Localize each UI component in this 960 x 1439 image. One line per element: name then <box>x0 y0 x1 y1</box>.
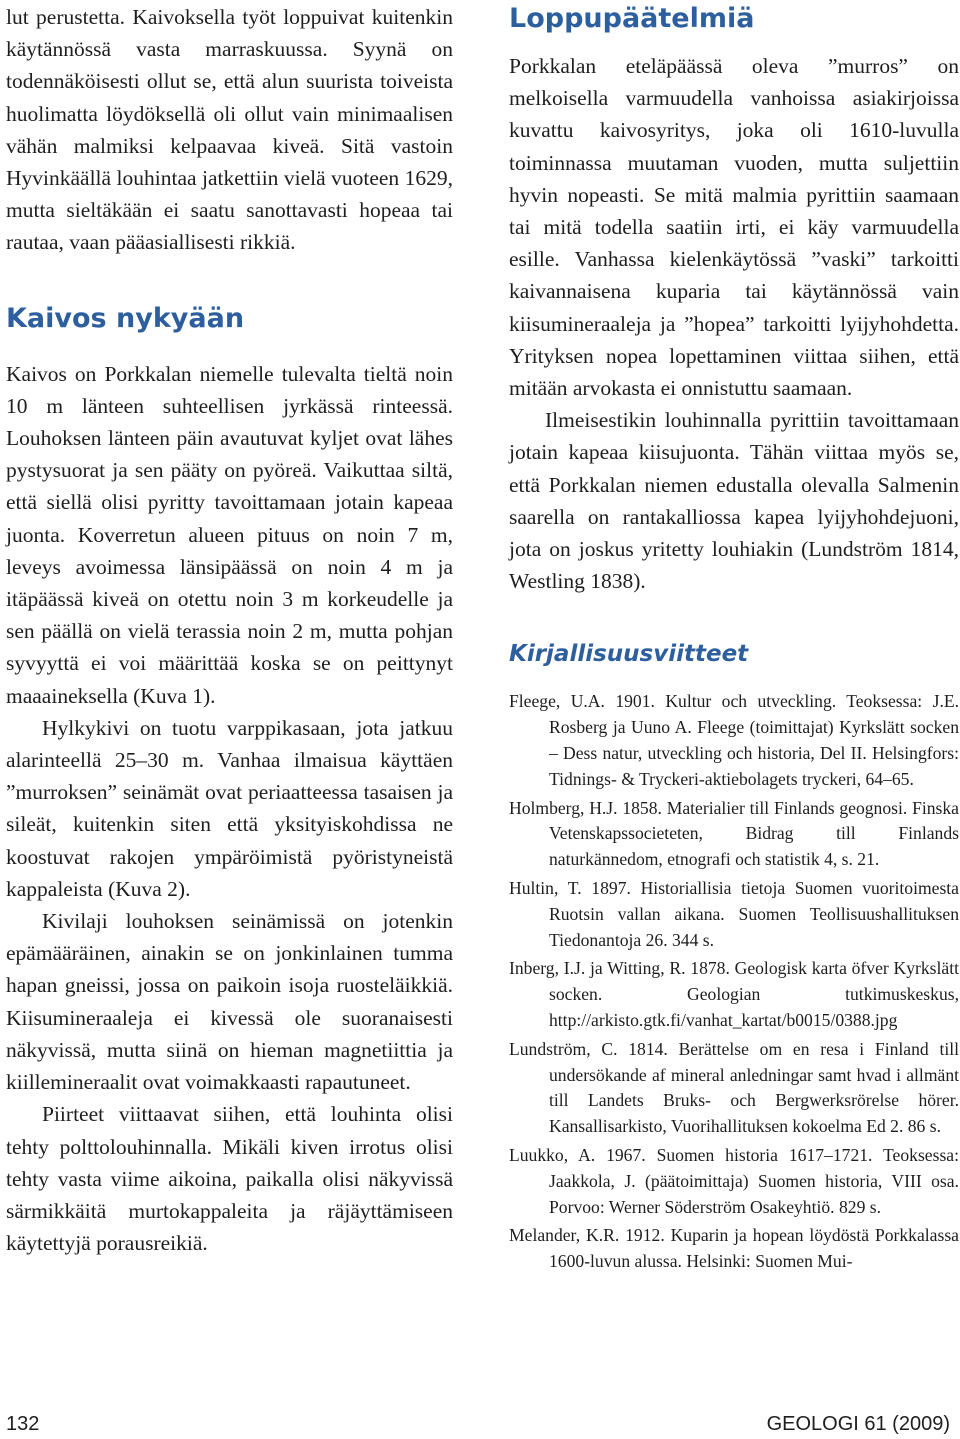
references-heading: Kirjallisuusviitteet <box>509 641 749 668</box>
conclusion-paragraph-1: Porkkalan eteläpäässä oleva ”murros” on melkoisella varmuudella vanhoissa asiakirjoissa kuvattu kaivosyritys, joka oli 1610-luvulla toiminnassa muutaman vuoden, mutta suljettiin hyvin nopeasti. Se mitä malmia pyrittiin saamaan tai mitä todella saatiin irti, ei käy varmuudella esille. Vanhassa kielenkäytössä ”vaski” tarkoitti kaivannaisena kuparia tai käytännössä vain kiisumineraaleja ja ”hopea” tarkoitti lyijyhohdetta. Yrityksen nopea lopettaminen viittaa siihen, että mitään arvokasta ei onnistuttu saamaan. <box>509 54 959 401</box>
reference-item: Inberg, I.J. ja Witting, R. 1878. Geologisk karta öfver Kyrkslätt socken. Geologian tutkimuskeskus, http://arkisto.gtk.fi/vanhat_kartat/b0015/0388.jpg <box>509 958 959 1031</box>
page-number: 132 <box>6 1413 40 1435</box>
fire-setting-paragraph: Piirteet viittaavat siihen, että louhinta olisi tehty polttolouhinnalla. Mikäli kiven irrotus olisi tehty vasta viime aikoina, paikalla olisi näkyvissä särmikkäitä murtokappaleita ja räjäyttämiseen käytettyjä porausreikiä. <box>6 1102 453 1256</box>
left-column <box>6 0 453 1259</box>
reference-item: Lundström, C. 1814. Berättelse om en resa i Finland till undersökande af mineral anledningar samt hvad i allmänt till Landets Bruks- och Bergwerksrörelse hörer. Kansallisarkisto, Vuorihallituksen kokoelma Ed 2. 86 s. <box>509 1038 959 1137</box>
reference-item: Hultin, T. 1897. Historiallisia tietoja Suomen vuoritoimesta Ruotsin vallan aikana. Suomen Teollisuushallituksen Tiedonantoja 26. 344 s. <box>509 878 959 950</box>
reference-item: Holmberg, H.J. 1858. Materialier till Finlands geognosi. Finska Vetenskapssocieteten, Bidrag till Finlands naturkännedom, etnografi och statistik 4, s. 21. <box>509 797 959 870</box>
intro-paragraph: lut perustetta. Kaivoksella työt loppuivat kuitenkin käytännössä vasta marraskuussa. Syynä on todennäköisesti ollut se, että alun suurista toiveista huolimatta löydöksellä oli ollut vain minimaalisen vähän malmiksi kelpaavaa kiveä. Sitä vastoin Hyvinkäällä louhintaa jatkettiin vielä vuoteen 1629, mutta sieltäkään ei saatu sanottavasti hopeaa tai rautaa, vaan pääasiallisesti rikkiä. <box>6 5 453 255</box>
waste-rock-paragraph: Hylkykivi on tuotu varppikasaan, jota jatkuu alarinteellä 25–30 m. Vanhaa ilmaisua käyttäen ”murroksen” seinämät ovat periaatteessa tasaisen ja sileät, kuitenkin siten että yksityiskohdissa ne koostuvat rakojen ympäröimistä pyöristyneistä kappaleista (Kuva 2). <box>6 715 453 901</box>
section-heading-kaivos-nykyaan: Kaivos nykyään <box>6 302 245 334</box>
reference-item: Melander, K.R. 1912. Kuparin ja hopean löydöstä Porkkalassa 1600-luvun alussa. Helsinki: Suomen Mui- <box>509 1225 959 1272</box>
journal-footer: GEOLOGI 61 (2009) <box>766 1413 950 1435</box>
reference-list <box>509 689 959 1275</box>
section-heading-loppupaatelmia: Loppupäätelmiä <box>509 3 755 34</box>
conclusion-paragraph-2: Ilmeisestikin louhinnalla pyrittiin tavoittamaan jotain kapeaa kiisujuonta. Tähän viittaa myös se, että Porkkalan niemen edustalla olevalla Salmenin saarella on rantakalliossa kapea lyijyhohdejuoni, jota on joskus yritetty louhiakin (Lundström 1814, Westling 1838). <box>509 408 959 594</box>
rock-type-paragraph: Kivilaji louhoksen seinämissä on jotenkin epämääräinen, ainakin se on jonkinlainen tumma hapan gneissi, jossa on paikoin isoja ruosteläikkiä. Kiisumineraaleja ei kivessä ole suoranaisesti näkyvissä, mutta siinä on hieman magnetiittia ja kiillemineraalit ovat voimakkaasti rapautuneet. <box>6 909 453 1095</box>
mine-description-paragraph: Kaivos on Porkkalan niemelle tulevalta tieltä noin 10 m länteen suhteellisen jyrkässä rinteessä. Louhoksen länteen päin avautuvat kyljet ovat lähes pystysuorat ja sen pääty on pyöreä. Vaikuttaa siltä, että siellä olisi pyritty tavoittamaan jotain kapeaa juonta. Koverretun alueen pituus on noin 7 m, leveys avoimessa länsipäässä on noin 4 m ja itäpäässä kiveä on otettu noin 3 m korkeudelle ja sen päällä on vielä terassia noin 2 m, mutta pohjan syvyyttä ei voi määrittää koska se on peittynyt maaaineksella (Kuva 1). <box>6 361 453 708</box>
right-column <box>509 0 959 1278</box>
reference-item: Fleege, U.A. 1901. Kultur och utveckling. Teoksessa: J.E. Rosberg ja Uuno A. Fleege (toimittajat) Kyrkslätt socken – Dess natur, utveckling och historia, Del II. Helsingfors: Tidnings- & Tryckeri-aktiebolagets tryckeri, 64–65. <box>509 691 959 789</box>
reference-item: Luukko, A. 1967. Suomen historia 1617–1721. Teoksessa: Jaakkola, J. (päätoimittaja) Suomen historia, VIII osa. Porvoo: Werner Söderström Osakeyhtiö. 829 s. <box>509 1145 959 1217</box>
